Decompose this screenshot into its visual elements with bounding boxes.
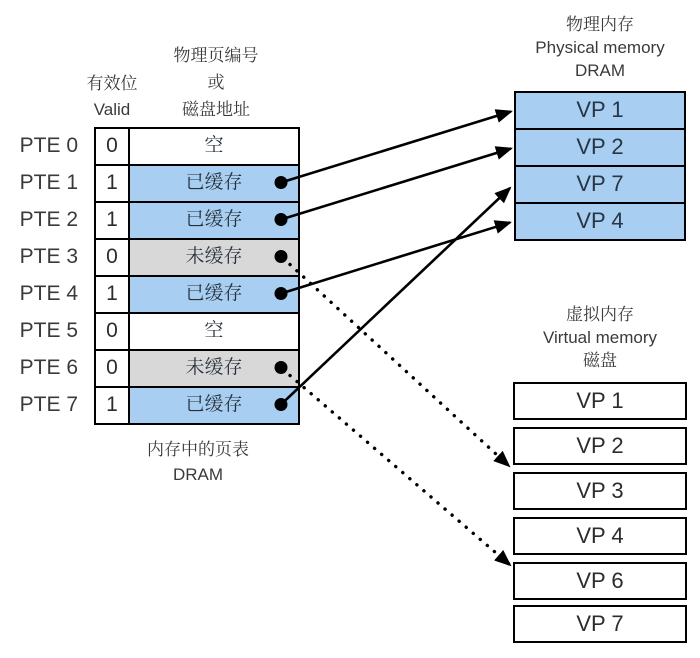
physical-memory-stack xyxy=(514,91,686,241)
pte-label: PTE 5 xyxy=(19,319,78,342)
pte-label-column xyxy=(0,127,84,423)
pte-label: PTE 2 xyxy=(19,208,78,231)
pte-row xyxy=(94,312,300,351)
valid-bit-cell: 0 xyxy=(94,349,130,388)
virtual-memory-title xyxy=(500,303,700,372)
pte-content-cell: 已缓存 xyxy=(128,164,300,203)
arrow-pte1-to-vp1 xyxy=(281,112,511,183)
virtual-page: VP 2 xyxy=(513,427,687,465)
content-header-line1: 物理页编号 xyxy=(173,46,259,65)
virtual-page: VP 3 xyxy=(513,472,687,510)
arrow-pte3-to-vp3 xyxy=(290,265,509,467)
pte-row xyxy=(94,127,300,166)
physical-memory-title xyxy=(500,13,700,82)
valid-bit-cell: 1 xyxy=(94,201,130,240)
pte-label: PTE 7 xyxy=(19,393,78,416)
pte-label: PTE 1 xyxy=(19,171,78,194)
physical-memory-title-zh: 物理内存 xyxy=(566,15,634,34)
valid-bit-cell: 1 xyxy=(94,275,130,314)
virtual-page: VP 1 xyxy=(513,382,687,420)
physical-memory-subtitle: DRAM xyxy=(574,61,626,80)
valid-bit-cell: 0 xyxy=(94,127,130,166)
pte-row xyxy=(94,164,300,203)
pte-content-cell: 未缓存 xyxy=(128,238,300,277)
valid-bit-cell: 0 xyxy=(94,238,130,277)
virtual-page: VP 6 xyxy=(513,562,687,600)
valid-bit-cell: 1 xyxy=(94,386,130,425)
pte-label: PTE 4 xyxy=(19,282,78,305)
pte-row xyxy=(94,201,300,240)
pte-label: PTE 0 xyxy=(19,134,78,157)
pte-content-cell: 空 xyxy=(128,312,300,351)
virtual-memory-title-en: Virtual memory xyxy=(543,328,657,347)
content-header-line3: 磁盘地址 xyxy=(182,100,250,119)
arrow-pte6-to-vp6 xyxy=(290,376,510,566)
pte-row xyxy=(94,238,300,277)
pte-label: PTE 6 xyxy=(19,356,78,379)
valid-bit-cell: 0 xyxy=(94,312,130,351)
pte-content-cell: 已缓存 xyxy=(128,275,300,314)
pte-content-cell: 已缓存 xyxy=(128,201,300,240)
physical-memory-title-en: Physical memory xyxy=(535,38,665,57)
valid-header-en: Valid xyxy=(93,100,131,119)
pte-row xyxy=(94,386,300,425)
pte-content-cell: 未缓存 xyxy=(128,349,300,388)
pte-label: PTE 3 xyxy=(19,245,78,268)
arrow-pte4-to-vp4 xyxy=(281,223,510,294)
pte-content-cell: 空 xyxy=(128,127,300,166)
virtual-page: VP 4 xyxy=(513,517,687,555)
arrow-pte2-to-vp2 xyxy=(281,149,511,220)
pte-row xyxy=(94,275,300,314)
virtual-page: VP 7 xyxy=(513,605,687,643)
pte-content-cell: 已缓存 xyxy=(128,386,300,425)
pte-row xyxy=(94,349,300,388)
physical-page: VP 4 xyxy=(514,202,686,241)
content-column-header xyxy=(130,42,302,123)
page-table xyxy=(94,127,306,429)
page-table-caption xyxy=(84,437,312,487)
valid-bit-cell: 1 xyxy=(94,164,130,203)
arrow-pte7-to-vp7 xyxy=(281,188,510,405)
physical-page: VP 2 xyxy=(514,128,686,167)
valid-header-zh: 有效位 xyxy=(86,74,138,93)
virtual-memory-subtitle: 磁盘 xyxy=(583,351,617,370)
physical-page: VP 7 xyxy=(514,165,686,204)
page-table-caption-zh: 内存中的页表 xyxy=(147,440,249,459)
content-header-line2: 或 xyxy=(207,73,225,92)
page-table-caption-en: DRAM xyxy=(172,465,224,484)
physical-page: VP 1 xyxy=(514,91,686,130)
virtual-memory-title-zh: 虚拟内存 xyxy=(566,305,634,324)
